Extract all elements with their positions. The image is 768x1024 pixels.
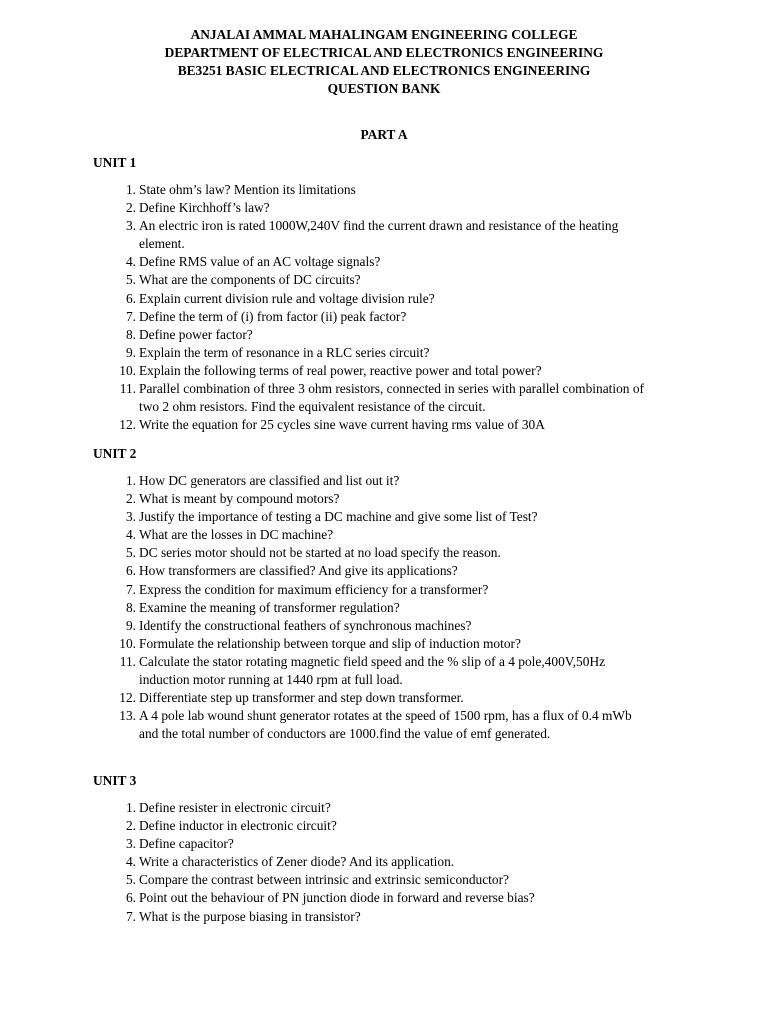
- question-item: [114, 908, 654, 926]
- document-title: QUESTION BANK: [327, 81, 441, 96]
- question-item: [114, 181, 654, 199]
- question-text: What are the components of DC circuits?: [139, 272, 361, 288]
- question-item: [114, 689, 654, 707]
- question-text: Calculate the stator rotating magnetic field speed and the % slip of a 4 pole,400V,50Hz induction motor running at 1440 rpm at full load.: [139, 653, 606, 688]
- question-item: [114, 889, 654, 907]
- question-text: Define power factor?: [139, 326, 253, 342]
- question-text: What are the losses in DC machine?: [139, 527, 334, 543]
- college-name: ANJALAI AMMAL MAHALINGAM ENGINEERING COLLEGE: [190, 27, 578, 42]
- unit-heading: UNIT 1: [93, 155, 137, 170]
- question-item: [114, 617, 654, 635]
- question-item: [114, 599, 654, 617]
- question-list: [114, 472, 654, 743]
- question-item: [114, 508, 654, 526]
- question-text: Write the equation for 25 cycles sine wave current having rms value of 30A: [139, 417, 545, 433]
- question-text: Compare the contrast between intrinsic and extrinsic semiconductor?: [139, 872, 509, 888]
- question-text: A 4 pole lab wound shunt generator rotates at the speed of 1500 rpm, has a flux of 0.4 mWb and the total number of conductors are 1000.find the value of emf generated.: [139, 708, 632, 742]
- question-number: 3.: [125, 218, 136, 234]
- question-text: Justify the importance of testing a DC machine and give some list of Test?: [139, 509, 538, 525]
- question-text: Explain current division rule and voltage division rule?: [139, 290, 435, 306]
- question-text: Explain the following terms of real power, reactive power and total power?: [139, 362, 542, 378]
- question-item: [114, 271, 654, 289]
- question-number: 13.: [119, 708, 136, 724]
- course-title: BE3251 BASIC ELECTRICAL AND ELECTRONICS ENGINEERING: [177, 63, 591, 78]
- question-text: An electric iron is rated 1000W,240V find the current drawn and resistance of the heating element.: [139, 218, 619, 252]
- question-number: 4.: [125, 254, 136, 270]
- question-text: Define capacitor?: [139, 836, 234, 852]
- question-text: Define RMS value of an AC voltage signals?: [139, 254, 381, 270]
- question-item: [114, 416, 654, 434]
- question-item: [114, 199, 654, 217]
- question-item: [114, 490, 654, 508]
- question-item: [114, 853, 654, 871]
- unit-heading: UNIT 2: [93, 446, 137, 461]
- question-text: How transformers are classified? And give its applications?: [139, 563, 458, 579]
- question-text: Define the term of (i) from factor (ii) peak factor?: [139, 308, 407, 324]
- question-item: [114, 526, 654, 544]
- question-item: [114, 653, 654, 689]
- question-item: [114, 344, 654, 362]
- question-item: [114, 326, 654, 344]
- question-text: Parallel combination of three 3 ohm resistors, connected in series with parallel combination of two 2 ohm resistors. Find the equivalent resistance of the circuit.: [139, 381, 644, 415]
- question-number: 12.: [119, 690, 136, 706]
- question-item: [114, 217, 654, 253]
- question-text: Differentiate step up transformer and step down transformer.: [139, 690, 464, 706]
- question-item: [114, 472, 654, 490]
- question-number: 10.: [119, 362, 136, 378]
- question-item: [114, 562, 654, 580]
- question-text: What is meant by compound motors?: [139, 491, 340, 507]
- question-item: [114, 799, 654, 817]
- question-item: [114, 707, 654, 743]
- question-text: Examine the meaning of transformer regulation?: [139, 599, 400, 615]
- question-text: State ohm’s law? Mention its limitations: [139, 182, 356, 197]
- question-number: 2.: [125, 491, 136, 507]
- department-name: DEPARTMENT OF ELECTRICAL AND ELECTRONICS ENGINEERING: [164, 45, 604, 60]
- question-number: 7.: [125, 908, 136, 924]
- question-item: [114, 380, 654, 416]
- question-number: 11.: [119, 381, 136, 397]
- question-text: Define Kirchhoff’s law?: [139, 200, 270, 216]
- question-number: 9.: [125, 344, 136, 360]
- unit-heading: UNIT 3: [93, 773, 137, 788]
- question-number: 5.: [125, 272, 136, 288]
- question-text: Define resister in electronic circuit?: [139, 800, 331, 815]
- question-item: [114, 290, 654, 308]
- question-item: [114, 253, 654, 271]
- question-number: 5.: [125, 545, 136, 561]
- question-text: What is the purpose biasing in transistor?: [139, 908, 361, 924]
- question-item: [114, 362, 654, 380]
- question-number: 5.: [125, 872, 136, 888]
- question-item: [114, 817, 654, 835]
- question-number: 12.: [119, 417, 136, 433]
- question-list: [114, 181, 654, 434]
- question-number: 7.: [125, 308, 136, 324]
- question-text: Point out the behaviour of PN junction diode in forward and reverse bias?: [139, 890, 535, 906]
- question-item: [114, 835, 654, 853]
- question-number: 4.: [125, 527, 136, 543]
- question-text: Identify the constructional feathers of synchronous machines?: [139, 617, 472, 633]
- question-number: 6.: [125, 563, 136, 579]
- question-number: 6.: [125, 290, 136, 306]
- question-item: [114, 581, 654, 599]
- question-item: [114, 308, 654, 326]
- part-heading: PART A: [360, 127, 408, 142]
- question-number: 3.: [125, 509, 136, 525]
- question-number: 3.: [125, 836, 136, 852]
- question-number: 1.: [125, 473, 136, 488]
- question-number: 1.: [125, 182, 136, 197]
- question-list: [114, 799, 654, 926]
- question-text: Write a characteristics of Zener diode? And its application.: [139, 854, 455, 870]
- question-number: 8.: [125, 599, 136, 615]
- document-header: [0, 26, 768, 98]
- question-item: [114, 635, 654, 653]
- question-text: Formulate the relationship between torque and slip of induction motor?: [139, 635, 521, 651]
- question-text: DC series motor should not be started at no load specify the reason.: [139, 545, 501, 561]
- question-number: 10.: [119, 635, 136, 651]
- question-text: Express the condition for maximum efficiency for a transformer?: [139, 581, 489, 597]
- question-number: 4.: [125, 854, 136, 870]
- question-number: 11.: [119, 653, 136, 669]
- question-number: 2.: [125, 818, 136, 834]
- question-number: 1.: [125, 800, 136, 815]
- question-text: Define inductor in electronic circuit?: [139, 818, 337, 834]
- question-text: How DC generators are classified and list out it?: [139, 473, 400, 488]
- question-item: [114, 544, 654, 562]
- question-number: 9.: [125, 617, 136, 633]
- question-number: 6.: [125, 890, 136, 906]
- question-number: 8.: [125, 326, 136, 342]
- question-number: 2.: [125, 200, 136, 216]
- question-number: 7.: [125, 581, 136, 597]
- question-item: [114, 871, 654, 889]
- question-text: Explain the term of resonance in a RLC series circuit?: [139, 344, 430, 360]
